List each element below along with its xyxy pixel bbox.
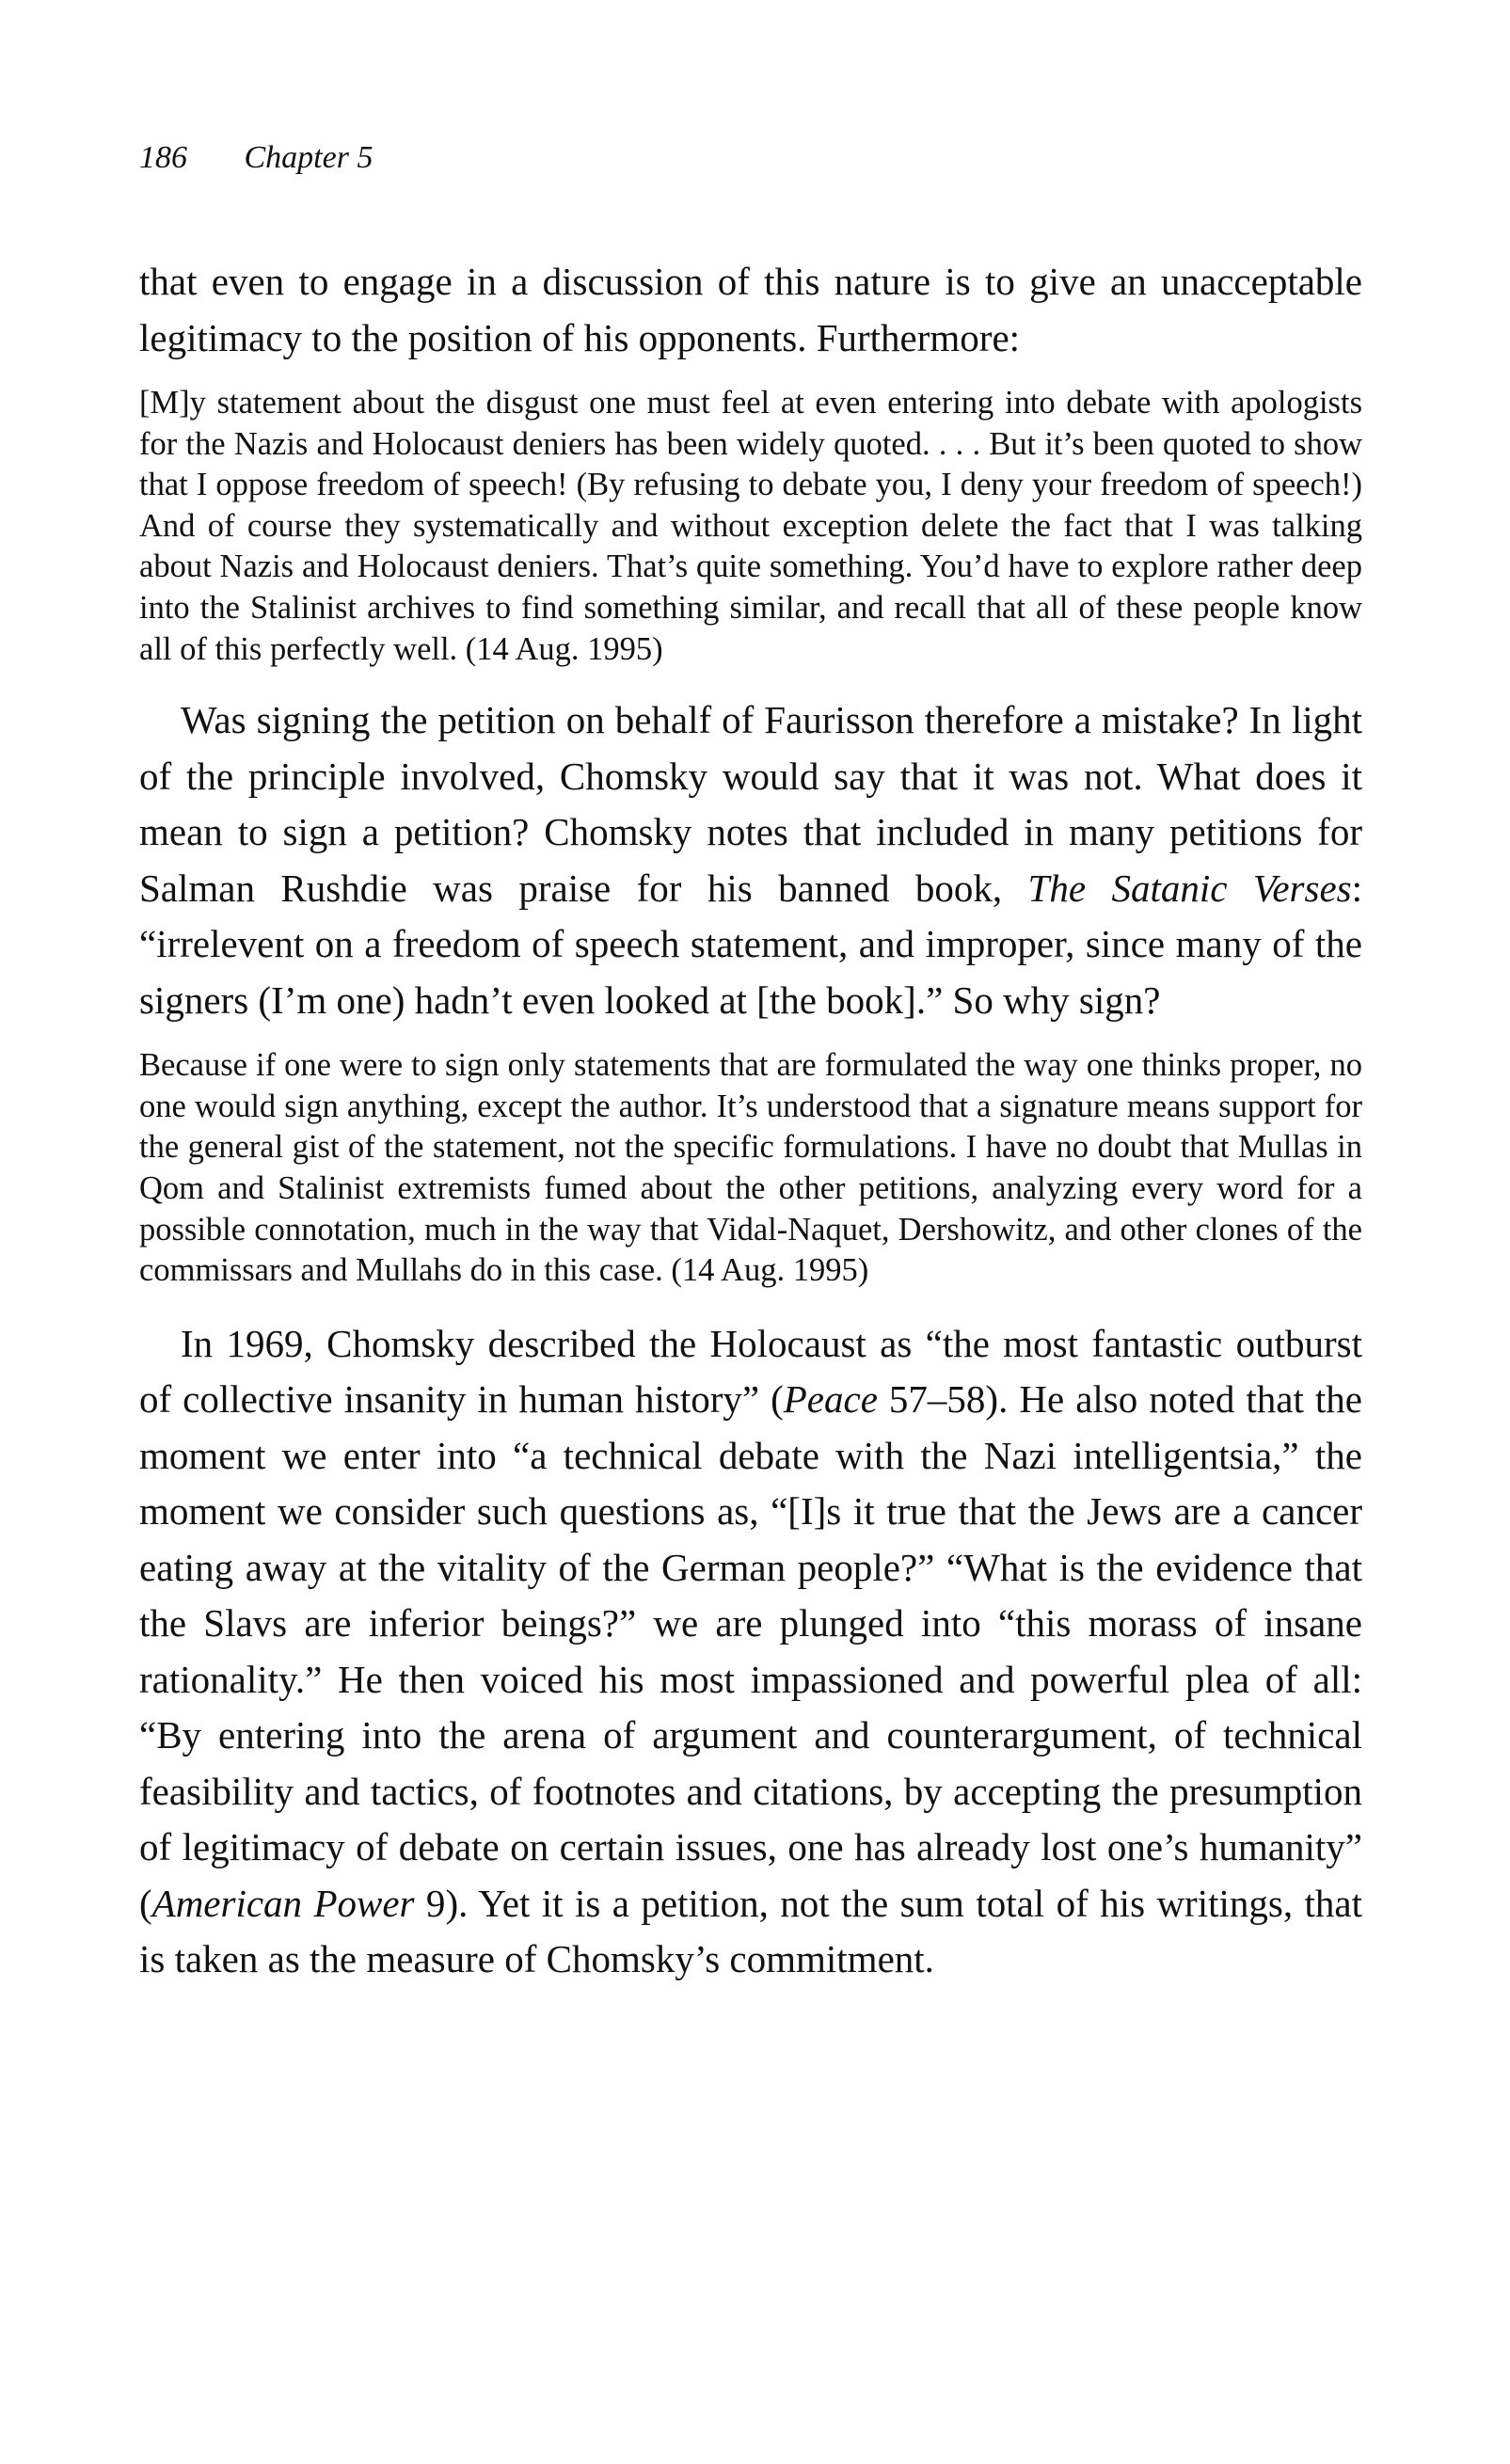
citation-title-peace: Peace: [783, 1377, 878, 1422]
citation-title-american-power: American Power: [151, 1881, 415, 1925]
paragraph-3-text-continued: ). He also noted that the moment we enter into “a technical debate with the Nazi intelligentsia,” the moment we consider such questions as, “[I]s it true that the Jews are a cancer eating away at the vitality of the German people?” “What is the evidence that the Slavs are inferior beings?” we are plunged into “this morass of insane rationality.” He then voiced his most impassioned and powerful plea of all: “By entering into the arena of argument and counterargument, of technical feasibility and tactics, of footnotes and citations, by accepting the presumption of legitimacy of debate on certain issues, one has already lost one’s humanity” (: [139, 1377, 1362, 1925]
page-body: [139, 254, 1362, 1988]
citation-pages-american-power: 9: [414, 1881, 446, 1925]
chapter-title: Chapter 5: [244, 140, 374, 175]
paragraph-2: [139, 692, 1362, 1028]
paragraph-3: [139, 1316, 1362, 1988]
paragraph-1: that even to engage in a discussion of this nature is to give an unacceptable legitimacy to the position of his opponents. Furthermore:: [139, 260, 1362, 359]
paragraph-3-text-end: ). Yet it is a petition, not the sum total of his writings, that is taken as the measure of Chomsky’s commitment.: [139, 1881, 1362, 1981]
citation-pages-peace: 57–58: [877, 1377, 986, 1422]
running-head: [139, 139, 373, 177]
block-quote-1: [M]y statement about the disgust one must feel at even entering into debate with apologists for the Nazis and Holocaust deniers has been widely quoted. . . . But it’s been quoted to show that I oppose freedom of speech! (By refusing to debate you, I deny your freedom of speech!) And of course they systematically and without exception delete the fact that I was talking about Nazis and Holocaust deniers. That’s quite something. You’d have to explore rather deep into the Stalinist archives to find something similar, and recall that all of these people know all of this perfectly well. (14 Aug. 1995): [139, 385, 1362, 667]
book-title-satanic-verses: The Satanic Verses: [1027, 866, 1352, 910]
paragraph-2-text: Was signing the petition on behalf of Faurisson therefore a mistake? In light of the principle involved, Chomsky would say that it was not. What does it mean to sign a petition? Chomsky notes that included in many petitions for Salman Rushdie was praise for his banned book,: [139, 698, 1362, 910]
block-quote-2: Because if one were to sign only statements that are formulated the way one thinks proper, no one would sign anything, except the author. It’s understood that a signature means support for the general gist of the statement, not the specific formulations. I have no doubt that Mullas in Qom and Stalinist extremists fumed about the other petitions, analyzing every word for a possible connotation, much in the way that Vidal-Naquet, Dershowitz, and other clones of the commissars and Mullahs do in this case. (14 Aug. 1995): [139, 1047, 1362, 1289]
page-number: 186: [139, 140, 187, 175]
paragraph-2-text-continued: : “irrelevent on a freedom of speech statement, and improper, since many of the signers (I’m one) hadn’t even looked at [the book].” So why sign?: [139, 866, 1362, 1022]
paragraph-3-text: In 1969, Chomsky described the Holocaust as “the most fantastic outburst of collective insanity in human history” (: [139, 1321, 1362, 1422]
